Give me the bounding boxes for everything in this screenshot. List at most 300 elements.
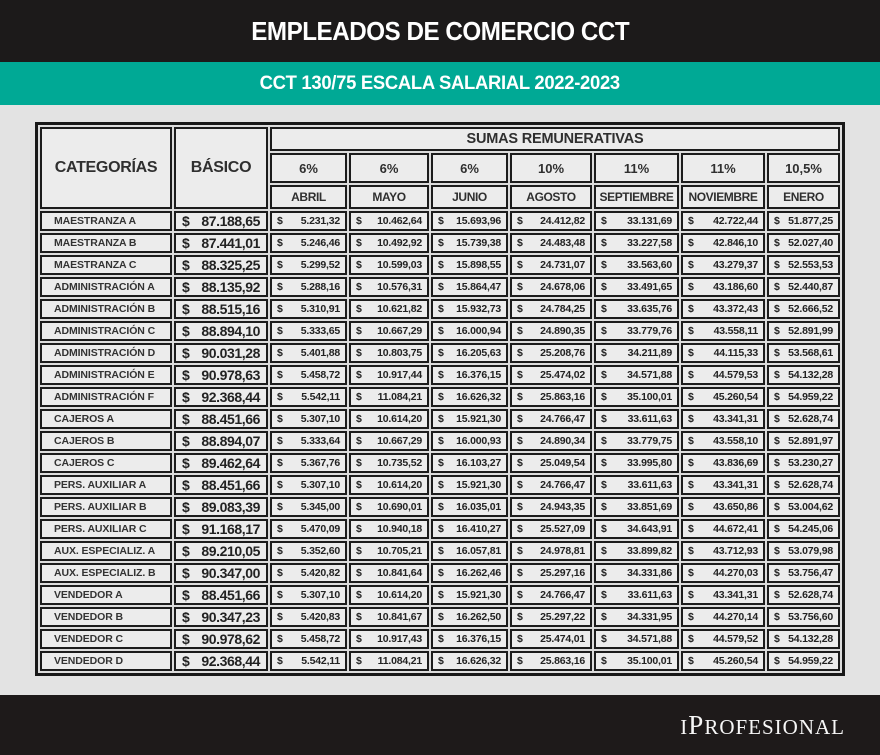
currency-symbol: $ xyxy=(774,215,780,227)
amount: 15.921,30 xyxy=(456,479,501,491)
amount: 10.803,75 xyxy=(377,347,422,359)
amount: 16.057,81 xyxy=(456,545,501,557)
value-cell xyxy=(270,563,347,583)
value-cell xyxy=(767,519,840,539)
value-cell xyxy=(594,629,679,649)
currency-symbol: $ xyxy=(277,545,283,557)
currency-symbol: $ xyxy=(774,655,780,667)
currency-symbol: $ xyxy=(601,457,607,469)
currency-symbol: $ xyxy=(601,523,607,535)
amount: 33.611,63 xyxy=(627,413,672,425)
amount: 10.614,20 xyxy=(377,413,422,425)
currency-symbol: $ xyxy=(601,479,607,491)
category-cell: VENDEDOR A xyxy=(40,585,172,605)
amount: 88.894,07 xyxy=(201,433,260,449)
value-cell xyxy=(681,585,765,605)
value-cell xyxy=(349,409,429,429)
value-cell xyxy=(349,277,429,297)
basico-cell xyxy=(174,585,268,605)
value-cell xyxy=(270,519,347,539)
currency-symbol: $ xyxy=(277,589,283,601)
amount: 5.333,65 xyxy=(300,325,340,337)
amount: 10.621,82 xyxy=(377,303,422,315)
value-cell xyxy=(431,233,508,253)
amount: 90.031,28 xyxy=(201,345,260,361)
value-cell xyxy=(510,409,592,429)
currency-symbol: $ xyxy=(688,281,694,293)
amount: 5.367,76 xyxy=(300,457,340,469)
amount: 52.628,74 xyxy=(788,413,833,425)
value-cell xyxy=(767,563,840,583)
basico-cell xyxy=(174,475,268,495)
amount: 25.049,54 xyxy=(540,457,585,469)
category-cell: CAJEROS A xyxy=(40,409,172,429)
category-cell: ADMINISTRACIÓN B xyxy=(40,299,172,319)
amount: 34.331,86 xyxy=(627,567,672,579)
value-cell xyxy=(681,607,765,627)
value-cell xyxy=(349,321,429,341)
value-cell xyxy=(349,453,429,473)
value-cell xyxy=(431,431,508,451)
currency-symbol: $ xyxy=(688,237,694,249)
value-cell xyxy=(767,277,840,297)
amount: 42.722,44 xyxy=(713,215,758,227)
value-cell xyxy=(349,497,429,517)
value-cell xyxy=(510,497,592,517)
currency-symbol: $ xyxy=(277,413,283,425)
footer-banner xyxy=(0,695,880,755)
value-cell xyxy=(510,211,592,231)
currency-symbol: $ xyxy=(601,303,607,315)
currency-symbol: $ xyxy=(688,567,694,579)
value-cell xyxy=(767,541,840,561)
currency-symbol: $ xyxy=(601,413,607,425)
page-subtitle: CCT 130/75 ESCALA SALARIAL 2022-2023 xyxy=(259,72,621,94)
value-cell xyxy=(349,563,429,583)
amount: 5.310,91 xyxy=(300,303,340,315)
amount: 33.491,65 xyxy=(627,281,672,293)
currency-symbol: $ xyxy=(601,259,607,271)
amount: 52.666,52 xyxy=(788,303,833,315)
amount: 91.168,17 xyxy=(201,521,260,537)
amount: 43.650,86 xyxy=(713,501,758,513)
currency-symbol: $ xyxy=(277,567,283,579)
currency-symbol: $ xyxy=(277,281,283,293)
amount: 89.462,64 xyxy=(201,455,260,471)
value-cell xyxy=(270,431,347,451)
value-cell xyxy=(767,321,840,341)
amount: 34.643,91 xyxy=(627,523,672,535)
basico-cell xyxy=(174,453,268,473)
month-header-mayo: MAYO xyxy=(349,185,429,209)
currency-symbol: $ xyxy=(182,345,190,361)
amount: 43.341,31 xyxy=(713,589,758,601)
value-cell xyxy=(270,409,347,429)
currency-symbol: $ xyxy=(182,213,190,229)
amount: 5.542,11 xyxy=(301,655,340,667)
currency-symbol: $ xyxy=(774,479,780,491)
amount: 5.420,83 xyxy=(300,611,340,623)
amount: 54.132,28 xyxy=(788,369,833,381)
currency-symbol: $ xyxy=(182,411,190,427)
value-cell xyxy=(431,519,508,539)
currency-symbol: $ xyxy=(438,611,444,623)
amount: 10.667,29 xyxy=(377,435,422,447)
amount: 90.347,23 xyxy=(201,609,260,625)
amount: 15.693,96 xyxy=(456,215,501,227)
value-cell xyxy=(270,365,347,385)
value-cell xyxy=(510,475,592,495)
amount: 10.462,64 xyxy=(377,215,422,227)
value-cell xyxy=(681,497,765,517)
value-cell xyxy=(270,321,347,341)
percent-header-noviembre: 11% xyxy=(681,153,765,183)
amount: 45.260,54 xyxy=(713,655,758,667)
amount: 11.084,21 xyxy=(377,391,422,403)
amount: 89.210,05 xyxy=(201,543,260,559)
currency-symbol: $ xyxy=(517,413,523,425)
currency-symbol: $ xyxy=(277,457,283,469)
value-cell xyxy=(349,211,429,231)
currency-symbol: $ xyxy=(438,259,444,271)
currency-symbol: $ xyxy=(601,545,607,557)
value-cell xyxy=(431,387,508,407)
currency-symbol: $ xyxy=(182,279,190,295)
value-cell xyxy=(270,277,347,297)
category-cell: VENDEDOR C xyxy=(40,629,172,649)
currency-symbol: $ xyxy=(277,479,283,491)
value-cell xyxy=(349,387,429,407)
value-cell xyxy=(767,211,840,231)
category-cell: ADMINISTRACIÓN D xyxy=(40,343,172,363)
currency-symbol: $ xyxy=(438,303,444,315)
value-cell xyxy=(681,409,765,429)
amount: 89.083,39 xyxy=(201,499,260,515)
value-cell xyxy=(349,629,429,649)
currency-symbol: $ xyxy=(688,611,694,623)
currency-symbol: $ xyxy=(517,325,523,337)
currency-symbol: $ xyxy=(438,413,444,425)
amount: 42.846,10 xyxy=(713,237,758,249)
value-cell xyxy=(431,651,508,671)
amount: 34.571,88 xyxy=(627,633,672,645)
currency-symbol: $ xyxy=(517,435,523,447)
amount: 53.079,98 xyxy=(788,545,833,557)
amount: 43.558,11 xyxy=(713,325,758,337)
amount: 33.227,58 xyxy=(627,237,672,249)
category-cell: PERS. AUXILIAR C xyxy=(40,519,172,539)
category-cell: PERS. AUXILIAR B xyxy=(40,497,172,517)
value-cell xyxy=(681,387,765,407)
currency-symbol: $ xyxy=(182,565,190,581)
value-cell xyxy=(431,629,508,649)
value-cell xyxy=(510,365,592,385)
amount: 25.208,76 xyxy=(540,347,585,359)
amount: 52.628,74 xyxy=(788,479,833,491)
currency-symbol: $ xyxy=(277,655,283,667)
basico-cell xyxy=(174,233,268,253)
currency-symbol: $ xyxy=(517,237,523,249)
value-cell xyxy=(594,563,679,583)
value-cell xyxy=(270,387,347,407)
value-cell xyxy=(767,475,840,495)
value-cell xyxy=(594,255,679,275)
value-cell xyxy=(681,453,765,473)
amount: 16.000,93 xyxy=(456,435,501,447)
currency-symbol: $ xyxy=(182,455,190,471)
basico-cell xyxy=(174,629,268,649)
amount: 15.864,47 xyxy=(456,281,501,293)
value-cell xyxy=(270,299,347,319)
category-cell: ADMINISTRACIÓN E xyxy=(40,365,172,385)
basico-cell xyxy=(174,365,268,385)
value-cell xyxy=(270,343,347,363)
value-cell xyxy=(270,233,347,253)
month-header-agosto: AGOSTO xyxy=(510,185,592,209)
amount: 10.705,21 xyxy=(377,545,422,557)
amount: 15.739,38 xyxy=(456,237,501,249)
value-cell xyxy=(510,585,592,605)
value-cell xyxy=(349,651,429,671)
currency-symbol: $ xyxy=(688,523,694,535)
iprofesional-logo xyxy=(680,709,845,740)
currency-symbol: $ xyxy=(182,521,190,537)
amount: 5.458,72 xyxy=(300,369,340,381)
amount: 54.132,28 xyxy=(788,633,833,645)
currency-symbol: $ xyxy=(277,391,283,403)
currency-symbol: $ xyxy=(774,457,780,469)
amount: 5.542,11 xyxy=(301,391,340,403)
value-cell xyxy=(594,519,679,539)
currency-symbol: $ xyxy=(182,235,190,251)
basico-cell xyxy=(174,541,268,561)
currency-symbol: $ xyxy=(356,281,362,293)
category-cell: VENDEDOR D xyxy=(40,651,172,671)
amount: 33.851,69 xyxy=(627,501,672,513)
amount: 90.347,00 xyxy=(201,565,260,581)
value-cell xyxy=(431,299,508,319)
value-cell xyxy=(681,233,765,253)
amount: 33.131,69 xyxy=(627,215,672,227)
amount: 87.441,01 xyxy=(201,235,260,251)
amount: 52.891,97 xyxy=(788,435,833,447)
amount: 24.766,47 xyxy=(540,479,585,491)
value-cell xyxy=(767,387,840,407)
month-header-abril: ABRIL xyxy=(270,185,347,209)
currency-symbol: $ xyxy=(438,633,444,645)
value-cell xyxy=(767,233,840,253)
value-cell xyxy=(594,431,679,451)
value-cell xyxy=(681,629,765,649)
category-cell: AUX. ESPECIALIZ. B xyxy=(40,563,172,583)
value-cell xyxy=(270,475,347,495)
currency-symbol: $ xyxy=(438,237,444,249)
currency-symbol: $ xyxy=(601,655,607,667)
value-cell xyxy=(681,651,765,671)
value-cell xyxy=(594,453,679,473)
amount: 88.894,10 xyxy=(201,323,260,339)
amount: 88.135,92 xyxy=(201,279,260,295)
amount: 90.978,62 xyxy=(201,631,260,647)
currency-symbol: $ xyxy=(438,435,444,447)
value-cell xyxy=(681,563,765,583)
currency-symbol: $ xyxy=(774,413,780,425)
currency-symbol: $ xyxy=(182,499,190,515)
amount: 25.474,01 xyxy=(540,633,585,645)
amount: 15.898,55 xyxy=(456,259,501,271)
value-cell xyxy=(270,651,347,671)
currency-symbol: $ xyxy=(774,523,780,535)
currency-symbol: $ xyxy=(688,369,694,381)
currency-symbol: $ xyxy=(182,543,190,559)
currency-symbol: $ xyxy=(277,435,283,447)
amount: 16.205,63 xyxy=(456,347,501,359)
group-header-sumas-remunerativas: SUMAS REMUNERATIVAS xyxy=(270,127,840,151)
month-header-septiembre: SEPTIEMBRE xyxy=(594,185,679,209)
value-cell xyxy=(510,321,592,341)
currency-symbol: $ xyxy=(774,633,780,645)
amount: 16.376,15 xyxy=(456,369,501,381)
amount: 24.483,48 xyxy=(540,237,585,249)
amount: 24.766,47 xyxy=(540,589,585,601)
currency-symbol: $ xyxy=(517,391,523,403)
value-cell xyxy=(594,497,679,517)
amount: 43.836,69 xyxy=(713,457,758,469)
currency-symbol: $ xyxy=(774,589,780,601)
currency-symbol: $ xyxy=(356,435,362,447)
currency-symbol: $ xyxy=(356,347,362,359)
basico-cell xyxy=(174,409,268,429)
amount: 33.779,76 xyxy=(627,325,672,337)
currency-symbol: $ xyxy=(356,369,362,381)
currency-symbol: $ xyxy=(688,501,694,513)
amount: 90.978,63 xyxy=(201,367,260,383)
amount: 53.004,62 xyxy=(788,501,833,513)
value-cell xyxy=(431,475,508,495)
currency-symbol: $ xyxy=(517,457,523,469)
currency-symbol: $ xyxy=(438,567,444,579)
currency-symbol: $ xyxy=(601,237,607,249)
amount: 15.932,73 xyxy=(456,303,501,315)
value-cell xyxy=(767,343,840,363)
salary-grid xyxy=(40,127,840,671)
amount: 92.368,44 xyxy=(201,653,260,669)
amount: 54.245,06 xyxy=(788,523,833,535)
currency-symbol: $ xyxy=(356,215,362,227)
amount: 33.563,60 xyxy=(627,259,672,271)
currency-symbol: $ xyxy=(277,237,283,249)
value-cell xyxy=(510,629,592,649)
currency-symbol: $ xyxy=(277,347,283,359)
currency-symbol: $ xyxy=(277,303,283,315)
currency-symbol: $ xyxy=(277,611,283,623)
category-cell: ADMINISTRACIÓN F xyxy=(40,387,172,407)
currency-symbol: $ xyxy=(438,545,444,557)
currency-symbol: $ xyxy=(774,347,780,359)
currency-symbol: $ xyxy=(774,567,780,579)
basico-cell xyxy=(174,211,268,231)
category-cell: AUX. ESPECIALIZ. A xyxy=(40,541,172,561)
value-cell xyxy=(767,409,840,429)
amount: 44.579,53 xyxy=(713,369,758,381)
currency-symbol: $ xyxy=(356,611,362,623)
amount: 16.103,27 xyxy=(456,457,501,469)
currency-symbol: $ xyxy=(356,259,362,271)
value-cell xyxy=(767,299,840,319)
subtitle-banner xyxy=(0,62,880,105)
value-cell xyxy=(270,585,347,605)
basico-cell xyxy=(174,255,268,275)
value-cell xyxy=(681,211,765,231)
currency-symbol: $ xyxy=(601,567,607,579)
currency-symbol: $ xyxy=(356,501,362,513)
value-cell xyxy=(270,629,347,649)
amount: 52.027,40 xyxy=(788,237,833,249)
basico-cell xyxy=(174,563,268,583)
value-cell xyxy=(349,233,429,253)
value-cell xyxy=(510,277,592,297)
currency-symbol: $ xyxy=(356,325,362,337)
value-cell xyxy=(431,211,508,231)
currency-symbol: $ xyxy=(356,479,362,491)
amount: 33.635,76 xyxy=(627,303,672,315)
amount: 5.231,32 xyxy=(300,215,340,227)
currency-symbol: $ xyxy=(774,501,780,513)
amount: 88.515,16 xyxy=(201,301,260,317)
category-cell: VENDEDOR B xyxy=(40,607,172,627)
currency-symbol: $ xyxy=(182,301,190,317)
value-cell xyxy=(510,541,592,561)
currency-symbol: $ xyxy=(601,633,607,645)
value-cell xyxy=(681,343,765,363)
currency-symbol: $ xyxy=(774,391,780,403)
amount: 24.943,35 xyxy=(540,501,585,513)
amount: 33.611,63 xyxy=(627,589,672,601)
value-cell xyxy=(510,563,592,583)
currency-symbol: $ xyxy=(774,545,780,557)
amount: 54.959,22 xyxy=(788,391,833,403)
currency-symbol: $ xyxy=(182,433,190,449)
currency-symbol: $ xyxy=(601,501,607,513)
currency-symbol: $ xyxy=(517,281,523,293)
currency-symbol: $ xyxy=(517,523,523,535)
currency-symbol: $ xyxy=(688,413,694,425)
value-cell xyxy=(767,651,840,671)
salary-table xyxy=(35,122,845,676)
value-cell xyxy=(767,585,840,605)
amount: 5.299,52 xyxy=(300,259,340,271)
currency-symbol: $ xyxy=(517,347,523,359)
percent-header-enero: 10,5% xyxy=(767,153,840,183)
value-cell xyxy=(349,255,429,275)
currency-symbol: $ xyxy=(688,655,694,667)
brand-first-letter: I xyxy=(680,714,689,739)
currency-symbol: $ xyxy=(438,655,444,667)
amount: 25.297,22 xyxy=(540,611,585,623)
currency-symbol: $ xyxy=(688,435,694,447)
amount: 10.735,52 xyxy=(377,457,422,469)
value-cell xyxy=(349,607,429,627)
amount: 16.035,01 xyxy=(456,501,501,513)
currency-symbol: $ xyxy=(277,259,283,271)
amount: 16.262,46 xyxy=(456,567,501,579)
currency-symbol: $ xyxy=(517,479,523,491)
amount: 10.667,29 xyxy=(377,325,422,337)
amount: 34.571,88 xyxy=(627,369,672,381)
amount: 43.186,60 xyxy=(713,281,758,293)
amount: 15.921,30 xyxy=(456,413,501,425)
amount: 25.863,16 xyxy=(540,391,585,403)
